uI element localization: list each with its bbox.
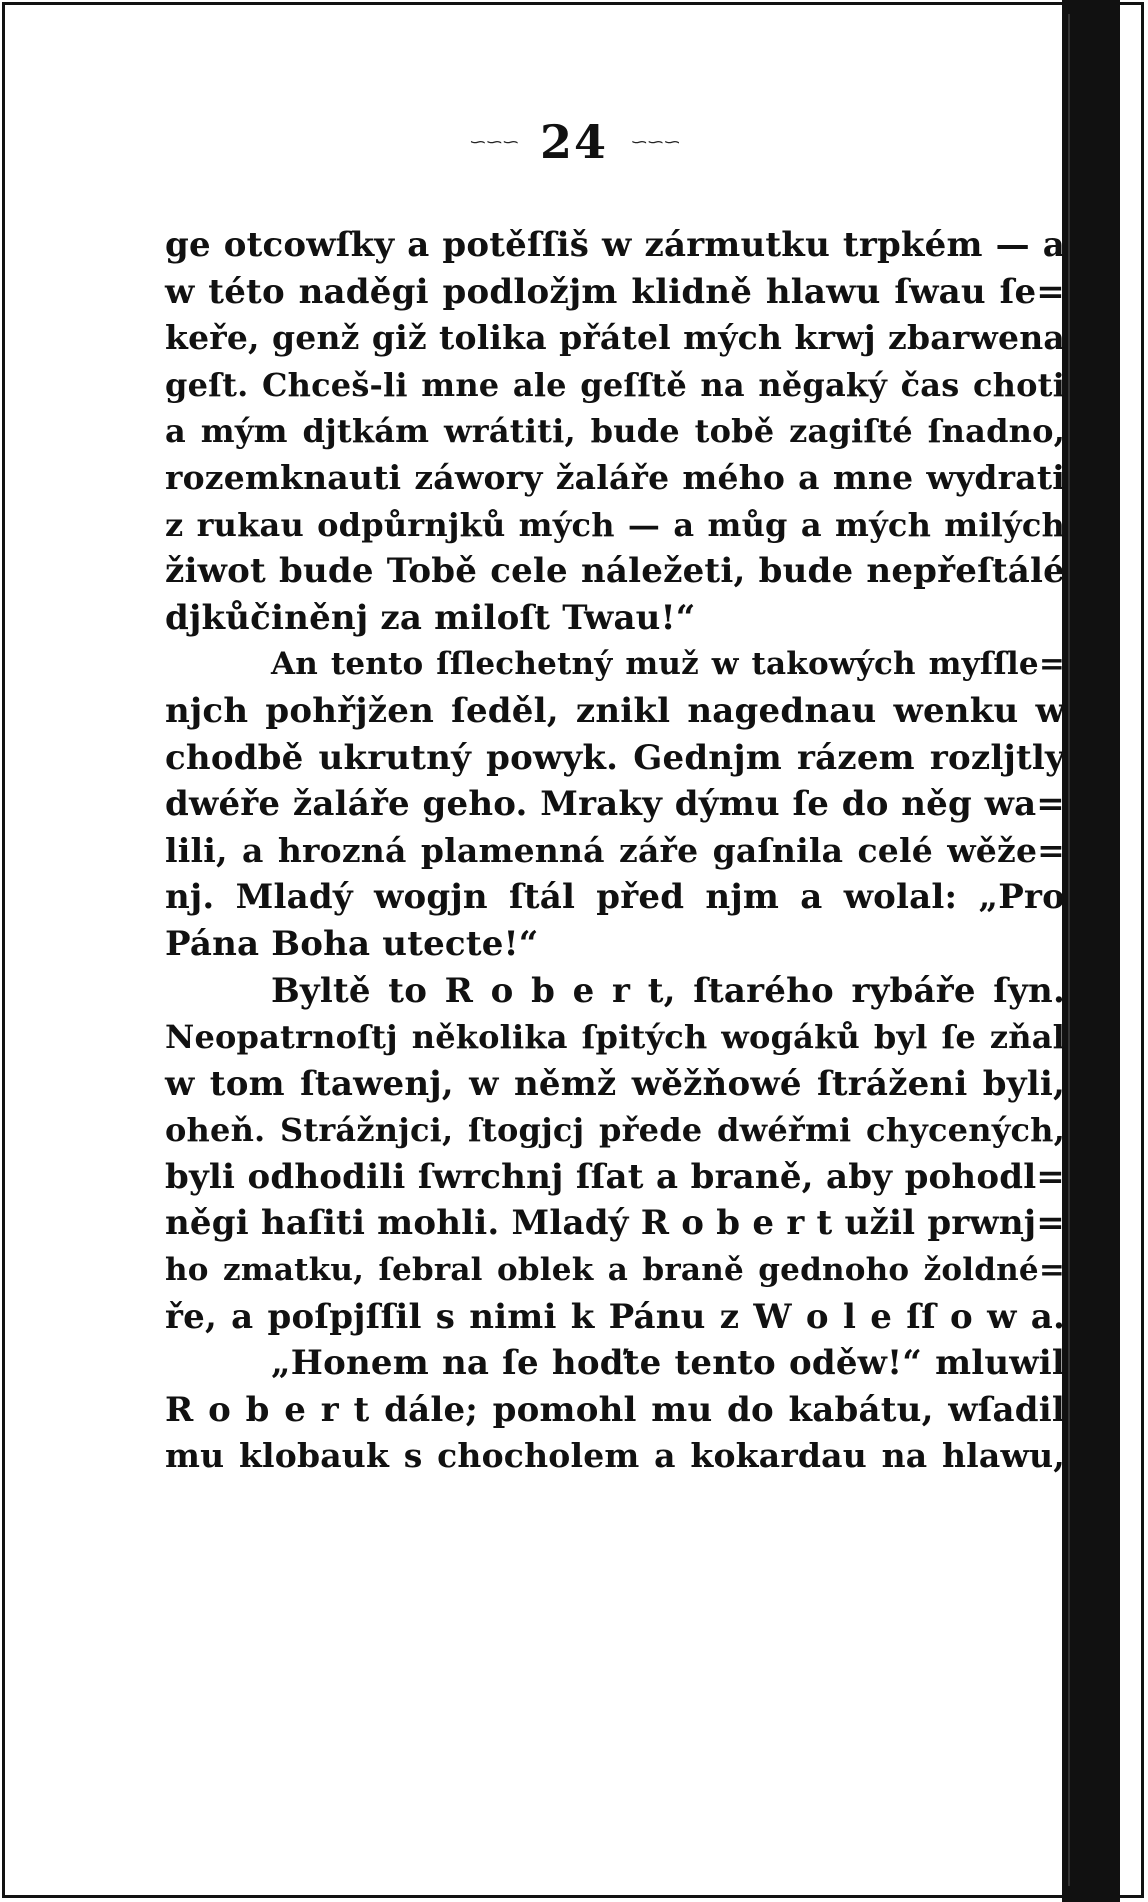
text-line: chodbě ukrutný powyk. Gednjm rázem rozljtly	[165, 737, 1065, 778]
text-line: z rukau odpůrnjků mých — a můg a mých milých	[165, 505, 1065, 544]
text-line: Neopatrnoſtj několika ſpitých wogáků byl ſe zňal	[165, 1018, 1065, 1057]
header-ornament-left: ∽∽∽	[468, 133, 518, 151]
text-line: ho zmatku, ſebral oblek a braně gednoho žoldné=	[165, 1252, 1065, 1289]
text-line: njch pohřjžen ſeděl, znikl nagednau wenku w	[165, 690, 1065, 731]
text-line: djkůčiněnj za miloſt Twau!“	[165, 597, 696, 638]
paragraph-first-line: An tento ſſlechetný muž w takowých myſſle=	[271, 646, 1065, 683]
text-line: R o b e r t dále; pomohl mu do kabátu, wſadil	[165, 1389, 1065, 1430]
paragraph-first-line: Byltě to R o b e r t, ſtarého rybáře ſyn.	[271, 970, 1065, 1011]
text-line: mu klobauk s chocholem a kokardau na hlawu,	[165, 1436, 1065, 1476]
text-line: w tom ſtawenj, w němž wěžňowé ſtráženi byli,	[165, 1063, 1065, 1104]
page-number: 24	[539, 115, 608, 169]
text-line: byli odhodili ſwrchnj ſſat a braně, aby pohodl=	[165, 1156, 1065, 1197]
text-line: geſt. Chceš-li mne ale geſſtě na něgaký čas choti	[165, 365, 1065, 404]
text-line: w této naděgi podložjm klidně hlawu ſwau ſe=	[165, 271, 1065, 312]
text-line: rozemknauti záwory žaláře mého a mne wydrati	[165, 457, 1065, 497]
page-text	[165, 222, 1065, 1480]
text-line: dwéře žaláře geho. Mraky dýmu ſe do něg wa=	[165, 784, 1065, 825]
text-line: oheň. Strážnjci, ſtogjcj přede dwéřmi chycených,	[165, 1111, 1065, 1150]
text-line: ře, a poſpjſſil s nimi k Pánu z W o l e ſſ o w a.	[165, 1296, 1065, 1337]
header-ornament-right: ∽∽∽	[630, 133, 680, 151]
text-line: a mým djtkám wrátiti, bude tobě zagiſté ſnadno,	[165, 412, 1065, 451]
text-line: Pána Boha utecte!“	[165, 923, 539, 964]
text-line: keře, genž giž tolika přátel mých krwj zbarwena	[165, 318, 1065, 358]
page-header	[0, 112, 1148, 172]
text-line: ge otcowſky a potěſſiš w zármutku trpkém — a	[165, 225, 1065, 265]
paragraph-first-line: „Honem na ſe hoďte tento oděw!“ mluwil	[271, 1343, 1065, 1384]
text-line: lili, a hrozná plamenná záře gaſnila celé wěže=	[165, 830, 1065, 870]
book-spine-edge	[1062, 0, 1120, 1902]
text-line: něgi haſiti mohli. Mladý R o b e r t užil prwnj=	[165, 1203, 1065, 1244]
text-line: žiwot bude Tobě cele náležeti, bude nepřeſtálé	[165, 551, 1065, 592]
text-line: nj. Mladý wogjn ſtál před njm a wolal: „Pro	[165, 877, 1065, 918]
